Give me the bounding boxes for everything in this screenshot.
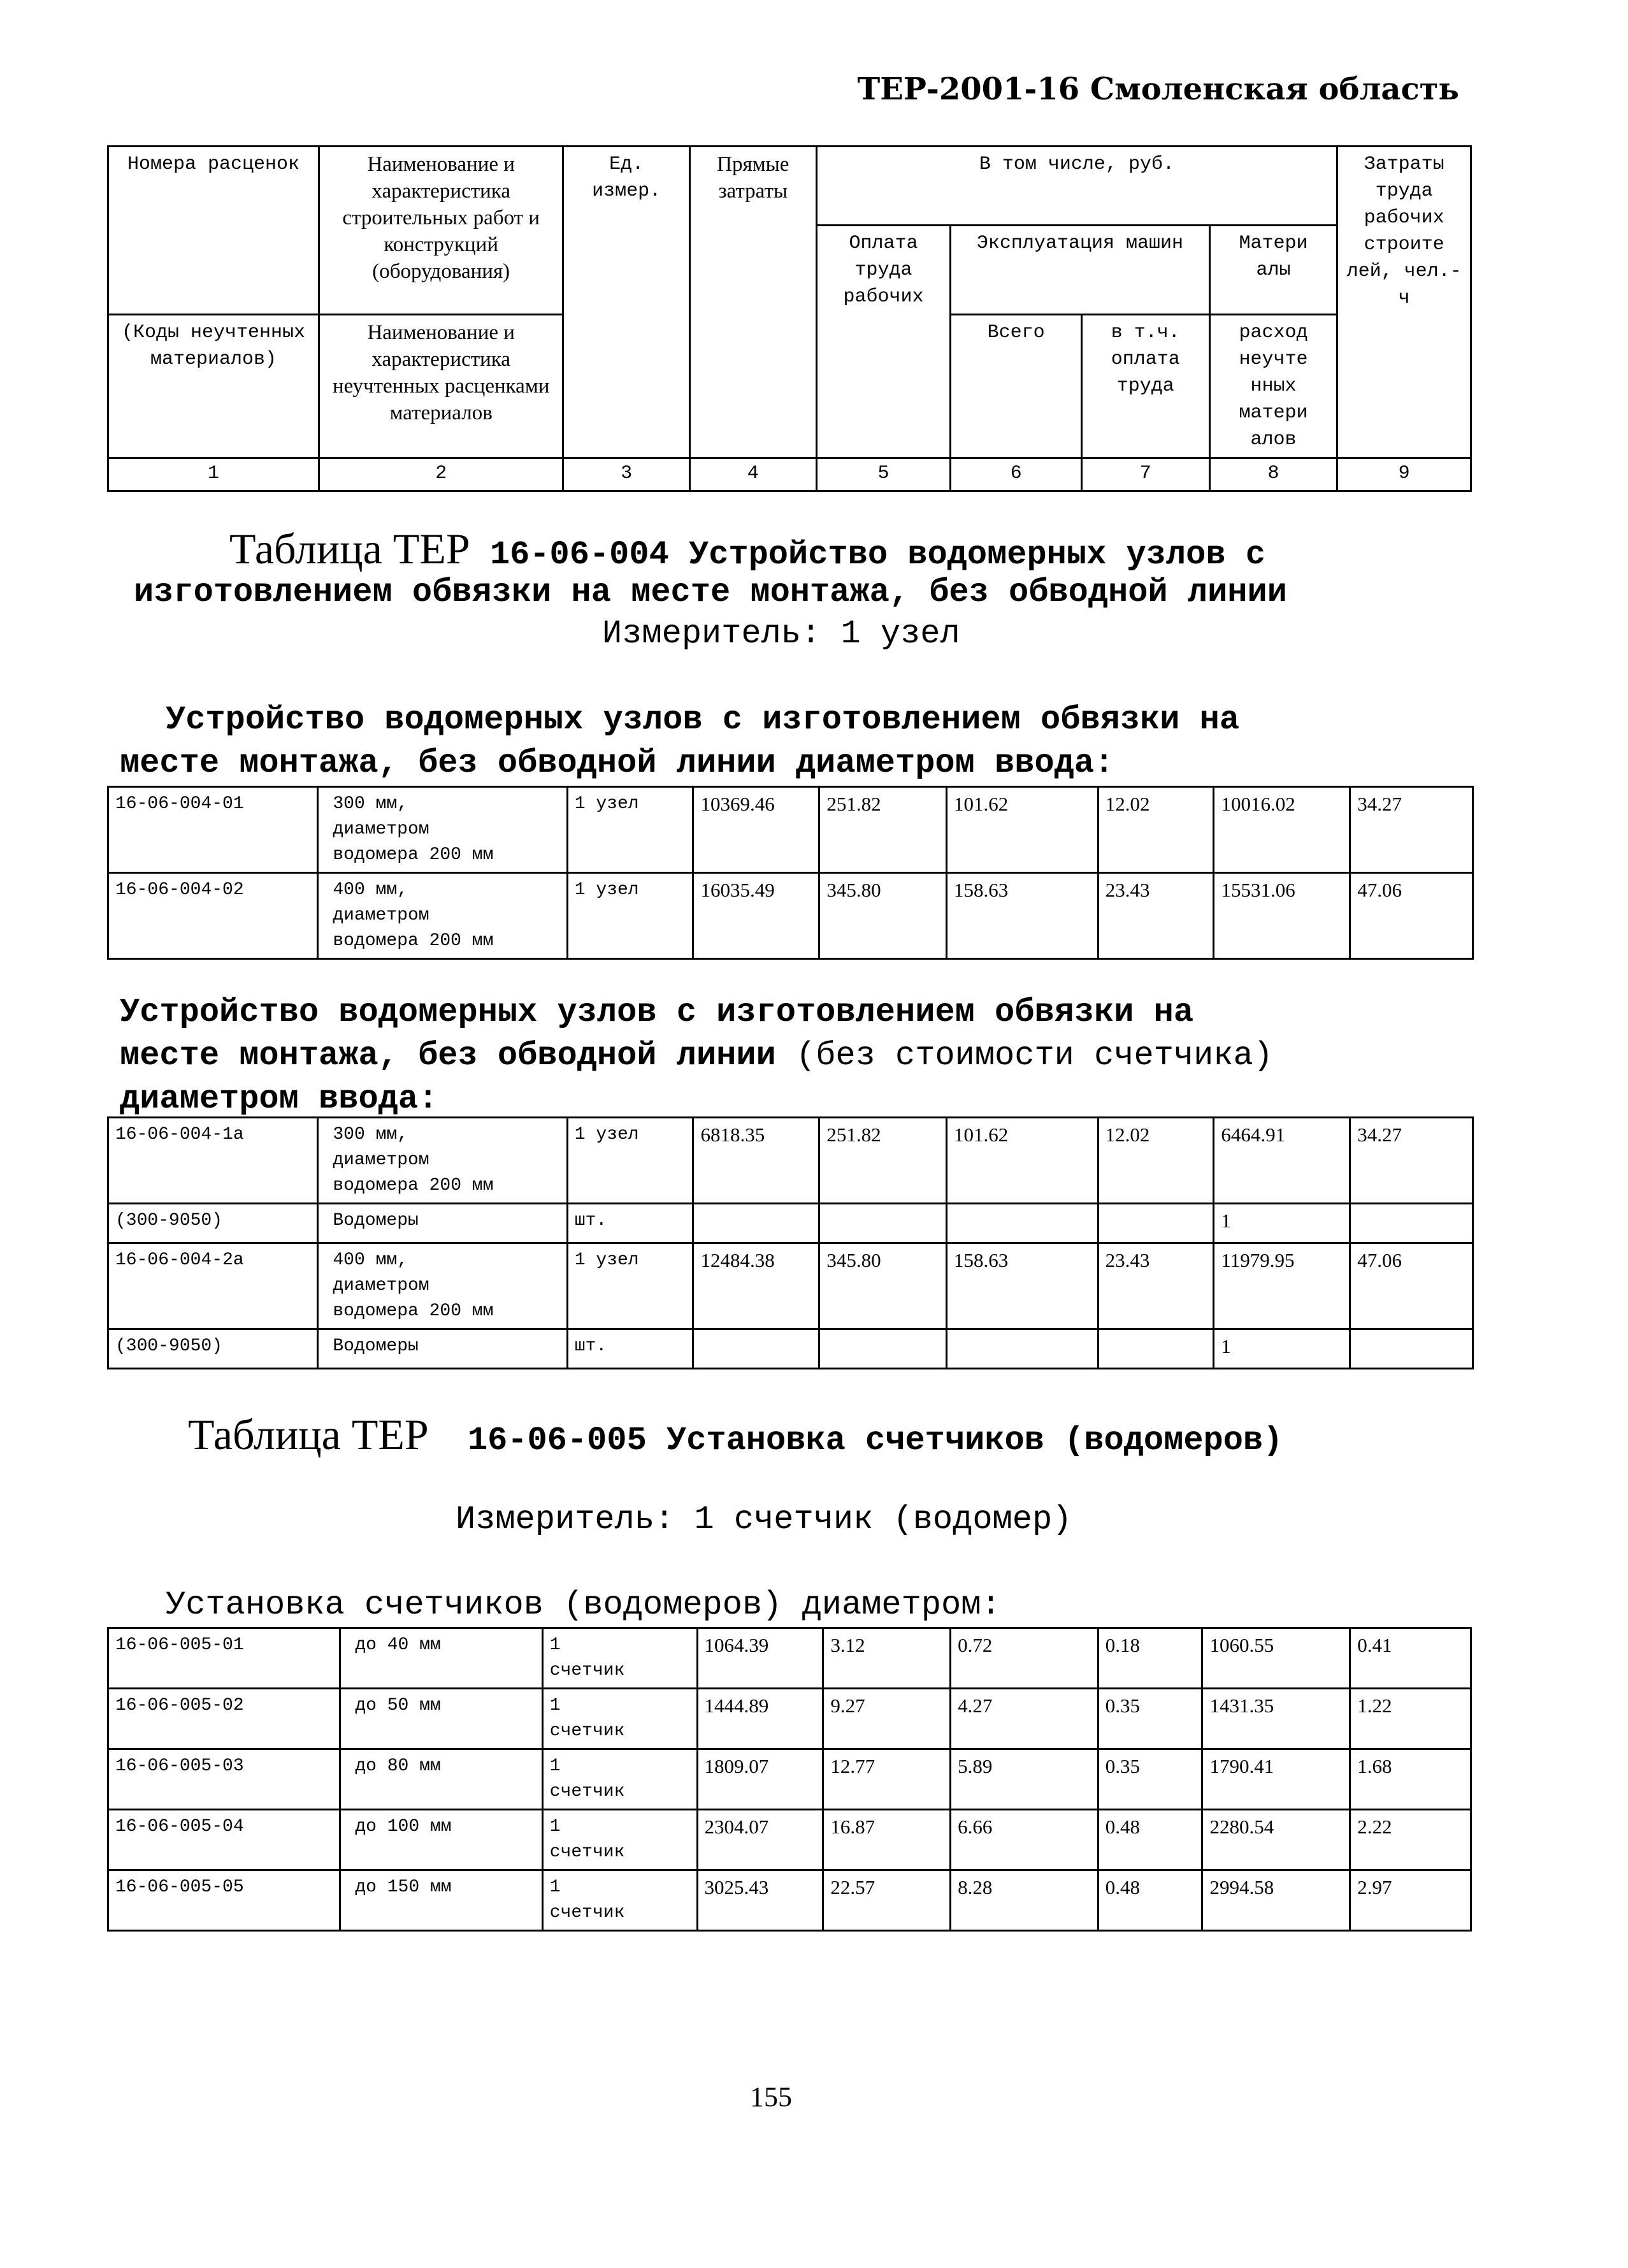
material-code: (300-9050) (108, 1204, 318, 1243)
rate-code: 16-06-005-04 (108, 1810, 340, 1870)
rate-pay: 251.82 (819, 787, 947, 873)
header-materials-unaccounted: расход неучте нных матери алов (1209, 315, 1337, 458)
table-004-measure: Измеритель: 1 узел (602, 615, 960, 653)
rate-materials: 1060.55 (1202, 1628, 1350, 1689)
table-004-title (229, 524, 1265, 574)
rate-pay: 251.82 (819, 1118, 947, 1204)
rate-labor: 1.68 (1350, 1749, 1471, 1810)
rate-code: 16-06-004-02 (108, 873, 318, 959)
rate-pay: 345.80 (819, 1243, 947, 1329)
rate-labor: 47.06 (1350, 1243, 1473, 1329)
header-num: 3 (563, 458, 690, 491)
rate-unit: 1 счетчик (542, 1870, 697, 1931)
rate-machines-pay: 0.35 (1098, 1689, 1202, 1749)
header-machines-total: Всего (951, 315, 1082, 458)
rate-name: 400 мм, диаметром водомера 200 мм (318, 873, 567, 959)
material-code: (300-9050) (108, 1329, 318, 1369)
header-num: 2 (319, 458, 563, 491)
rate-pay: 9.27 (823, 1689, 951, 1749)
rate-machines-pay: 12.02 (1098, 787, 1214, 873)
rate-materials: 1431.35 (1202, 1689, 1350, 1749)
rate-machines-pay: 0.48 (1098, 1870, 1202, 1931)
header-num: 9 (1337, 458, 1471, 491)
section2-line3: диаметром ввода: (120, 1080, 438, 1118)
rate-labor: 0.41 (1350, 1628, 1471, 1689)
rate-code: 16-06-005-02 (108, 1689, 340, 1749)
rate-direct: 10369.46 (693, 787, 819, 873)
header-num: 4 (689, 458, 816, 491)
rate-direct: 6818.35 (693, 1118, 819, 1204)
table-005-title-rest: 16-06-005 Установка счетчиков (водомеров) (467, 1422, 1283, 1459)
table-005-section-heading: Установка счетчиков (водомеров) диаметром: (166, 1586, 1001, 1624)
table-row (108, 787, 1473, 873)
rate-pay: 16.87 (823, 1810, 951, 1870)
rate-code: 16-06-005-05 (108, 1870, 340, 1931)
rate-name: до 100 мм (340, 1810, 542, 1870)
rate-name: 300 мм, диаметром водомера 200 мм (318, 1118, 567, 1204)
table-004-title-line1: 16-06-004 Устройство водомерных узлов с (489, 536, 1265, 574)
table-row (108, 1243, 1473, 1329)
header-name-unaccounted: Наименование и характеристика неучтенных расценками материалов (319, 315, 563, 458)
rate-machines: 101.62 (947, 1118, 1099, 1204)
table-row (108, 1749, 1471, 1810)
rate-name: до 80 мм (340, 1749, 542, 1810)
material-qty: 1 (1214, 1329, 1350, 1369)
section1-line2: месте монтажа, без обводной линии диаметром ввода: (120, 744, 1114, 782)
header-unit: Ед. измер. (563, 147, 690, 458)
rate-machines-pay: 23.43 (1098, 873, 1214, 959)
rate-machines: 4.27 (951, 1689, 1099, 1749)
rate-machines-pay: 0.35 (1098, 1749, 1202, 1810)
rate-labor: 2.22 (1350, 1810, 1471, 1870)
rate-unit: 1 узел (567, 873, 693, 959)
rate-materials: 2994.58 (1202, 1870, 1350, 1931)
header-num: 5 (816, 458, 951, 491)
material-unit: шт. (567, 1204, 693, 1243)
rate-direct: 16035.49 (693, 873, 819, 959)
rate-machines-pay: 0.48 (1098, 1810, 1202, 1870)
rate-machines: 6.66 (951, 1810, 1099, 1870)
rate-name: до 40 мм (340, 1628, 542, 1689)
header-name: Наименование и характеристика строительных работ и конструкций (оборудования) (319, 147, 563, 315)
material-name: Водомеры (318, 1204, 567, 1243)
rate-unit: 1 счетчик (542, 1689, 697, 1749)
table-005-title (188, 1410, 1283, 1460)
material-qty: 1 (1214, 1204, 1350, 1243)
header-number-row (108, 458, 1471, 491)
header-including: В том числе, руб. (816, 147, 1337, 226)
table-004-rates-1 (107, 786, 1474, 960)
rate-labor: 34.27 (1350, 787, 1473, 873)
rate-materials: 15531.06 (1214, 873, 1350, 959)
table-005-rates (107, 1627, 1472, 1932)
header-num: 7 (1081, 458, 1209, 491)
header-num: 8 (1209, 458, 1337, 491)
rate-name: до 50 мм (340, 1689, 542, 1749)
rate-labor: 34.27 (1350, 1118, 1473, 1204)
rate-machines: 8.28 (951, 1870, 1099, 1931)
rate-unit: 1 счетчик (542, 1628, 697, 1689)
header-machines: Эксплуатация машин (951, 226, 1209, 315)
rate-code: 16-06-004-2а (108, 1243, 318, 1329)
rate-code: 16-06-005-01 (108, 1628, 340, 1689)
rate-code: 16-06-004-01 (108, 787, 318, 873)
header-machines-pay: в т.ч. оплата труда (1081, 315, 1209, 458)
rate-name: 400 мм, диаметром водомера 200 мм (318, 1243, 567, 1329)
rate-name: до 150 мм (340, 1870, 542, 1931)
header-labor: Затраты труда рабочих строите лей, чел.-ч (1337, 147, 1471, 458)
rate-direct: 12484.38 (693, 1243, 819, 1329)
table-005-measure: Измеритель: 1 счетчик (водомер) (456, 1501, 1072, 1538)
table-row (108, 1329, 1473, 1369)
rate-direct: 2304.07 (697, 1810, 823, 1870)
header-pay: Оплата труда рабочих (816, 226, 951, 458)
rate-direct: 1444.89 (697, 1689, 823, 1749)
header-materials: Матери алы (1209, 226, 1337, 315)
rate-machines: 158.63 (947, 1243, 1099, 1329)
header-num: 1 (108, 458, 319, 491)
material-unit: шт. (567, 1329, 693, 1369)
rate-labor: 2.97 (1350, 1870, 1471, 1931)
rate-pay: 345.80 (819, 873, 947, 959)
table-004-section2-heading (120, 991, 1273, 1121)
header-codes-unaccounted: (Коды неучтенных материалов) (108, 315, 319, 458)
rate-materials: 6464.91 (1214, 1118, 1350, 1204)
rate-machines: 5.89 (951, 1749, 1099, 1810)
rate-unit: 1 счетчик (542, 1810, 697, 1870)
header-codes: Номера расценок (108, 147, 319, 315)
table-row (108, 1689, 1471, 1749)
table-row (108, 1204, 1473, 1243)
table-004-section1-heading (120, 698, 1239, 785)
rate-machines-pay: 12.02 (1098, 1118, 1214, 1204)
rate-direct: 1064.39 (697, 1628, 823, 1689)
table-row (108, 1118, 1473, 1204)
rate-pay: 3.12 (823, 1628, 951, 1689)
rate-unit: 1 узел (567, 787, 693, 873)
rate-code: 16-06-005-03 (108, 1749, 340, 1810)
rate-unit: 1 узел (567, 1243, 693, 1329)
running-head: ТЕР-2001-16 Смоленская область (857, 71, 1459, 107)
table-005-title-prefix: Таблица ТЕР (188, 1410, 429, 1459)
table-row (108, 1628, 1471, 1689)
section2-line1: Устройство водомерных узлов с изготовлением обвязки на (120, 993, 1194, 1031)
rate-machines: 101.62 (947, 787, 1099, 873)
rate-unit: 1 узел (567, 1118, 693, 1204)
rate-machines-pay: 0.18 (1098, 1628, 1202, 1689)
rate-name: 300 мм, диаметром водомера 200 мм (318, 787, 567, 873)
rate-pay: 12.77 (823, 1749, 951, 1810)
table-004-rates-2 (107, 1116, 1474, 1369)
section1-line1: Устройство водомерных узлов с изготовлением обвязки на (166, 701, 1240, 739)
material-name: Водомеры (318, 1329, 567, 1369)
rate-machines: 0.72 (951, 1628, 1099, 1689)
rate-materials: 10016.02 (1214, 787, 1350, 873)
rate-direct: 3025.43 (697, 1870, 823, 1931)
rate-code: 16-06-004-1а (108, 1118, 318, 1204)
header-num: 6 (951, 458, 1082, 491)
table-row (108, 873, 1473, 959)
table-004-title-line2: изготовлением обвязки на месте монтажа, без обводной линии (134, 574, 1287, 611)
rate-materials: 1790.41 (1202, 1749, 1350, 1810)
rate-labor: 47.06 (1350, 873, 1473, 959)
rate-machines: 158.63 (947, 873, 1099, 959)
rate-unit: 1 счетчик (542, 1749, 697, 1810)
rate-materials: 2280.54 (1202, 1810, 1350, 1870)
table-row (108, 1870, 1471, 1931)
page-number: 155 (750, 2081, 792, 2113)
rate-pay: 22.57 (823, 1870, 951, 1931)
table-row (108, 1810, 1471, 1870)
rate-labor: 1.22 (1350, 1689, 1471, 1749)
rate-direct: 1809.07 (697, 1749, 823, 1810)
table-004-title-prefix: Таблица ТЕР (229, 524, 470, 573)
section2-line2: месте монтажа, без обводной линии (без стоимости счетчика) (120, 1037, 1273, 1074)
rate-machines-pay: 23.43 (1098, 1243, 1214, 1329)
column-header-table (107, 145, 1472, 492)
header-direct: Прямые затраты (689, 147, 816, 458)
rate-materials: 11979.95 (1214, 1243, 1350, 1329)
